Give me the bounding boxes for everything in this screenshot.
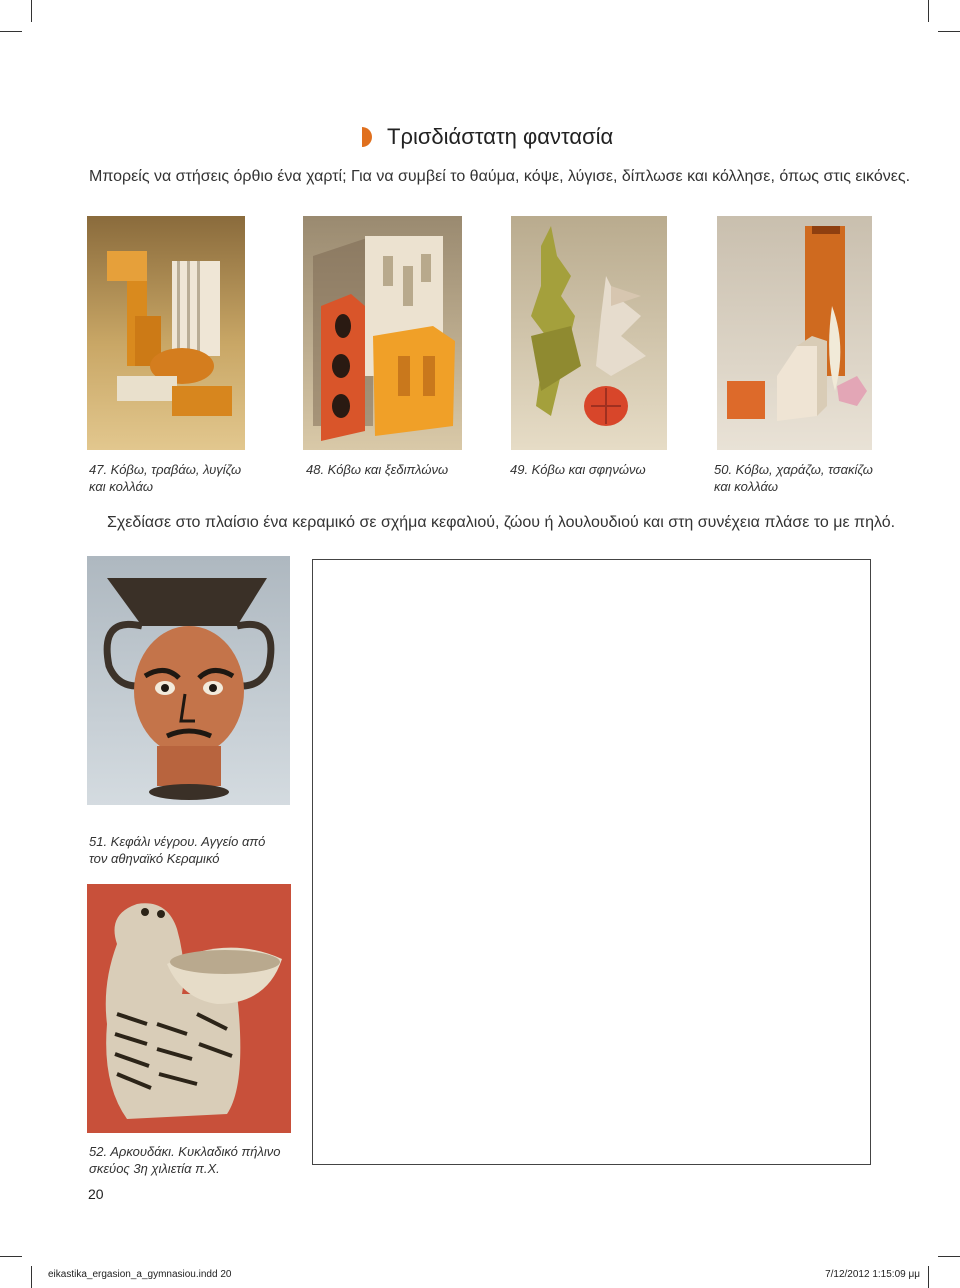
section-title-text: Τρισδιάστατη φαντασία bbox=[387, 124, 614, 149]
caption-line: 51. Κεφάλι νέγρου. Αγγείο από bbox=[89, 834, 266, 849]
caption-line: και κολλάω bbox=[89, 479, 153, 494]
figure-50-photo bbox=[717, 216, 872, 450]
figure-52-caption bbox=[89, 1143, 280, 1177]
footer-file: eikastika_ergasion_a_gymnasiou.indd 20 bbox=[48, 1269, 232, 1280]
caption-line: τον αθηναϊκό Κεραμικό bbox=[89, 851, 220, 866]
caption-line: 47. Κόβω, τραβάω, λυγίζω bbox=[89, 462, 242, 477]
figure-50-caption bbox=[714, 461, 873, 495]
caption-line: 48. Κόβω και ξεδιπλώνω bbox=[306, 462, 449, 477]
caption-line: σκεύος 3η χιλιετία π.Χ. bbox=[89, 1161, 220, 1176]
intro-text: Μπορείς να στήσεις όρθιο ένα χαρτί; Για να συμβεί το θαύμα, κόψε, λύγισε, δίπλωσε και κόλλησε, όπως στις εικόνες. bbox=[89, 168, 911, 185]
caption-line: 49. Κόβω και σφηνώνω bbox=[510, 462, 646, 477]
figure-49-photo bbox=[511, 216, 667, 450]
figure-49-caption bbox=[510, 461, 646, 478]
figure-51-caption bbox=[89, 833, 265, 867]
caption-line: 52. Αρκουδάκι. Κυκλαδικό πήλινο bbox=[89, 1144, 281, 1159]
drawing-frame[interactable] bbox=[312, 559, 871, 1165]
caption-line: 50. Κόβω, χαράζω, τσακίζω bbox=[714, 462, 873, 477]
figure-48-photo bbox=[303, 216, 462, 450]
caption-line: και κολλάω bbox=[714, 479, 778, 494]
figure-52-photo bbox=[87, 884, 291, 1133]
section-title bbox=[362, 124, 613, 150]
half-circle-bullet-icon bbox=[362, 127, 373, 147]
page-number: 20 bbox=[88, 1186, 104, 1202]
figure-48-caption bbox=[306, 461, 448, 478]
footer-timestamp: 7/12/2012 1:15:09 μμ bbox=[825, 1269, 920, 1280]
instruction-text: Σχεδίασε στο πλαίσιο ένα κεραμικό σε σχήμα κεφαλιού, ζώου ή λουλουδιού και στη συνέχεια πλάσε το με πηλό. bbox=[107, 514, 896, 531]
figure-47-photo bbox=[87, 216, 245, 450]
figure-47-caption bbox=[89, 461, 241, 495]
figure-51-photo bbox=[87, 556, 290, 805]
